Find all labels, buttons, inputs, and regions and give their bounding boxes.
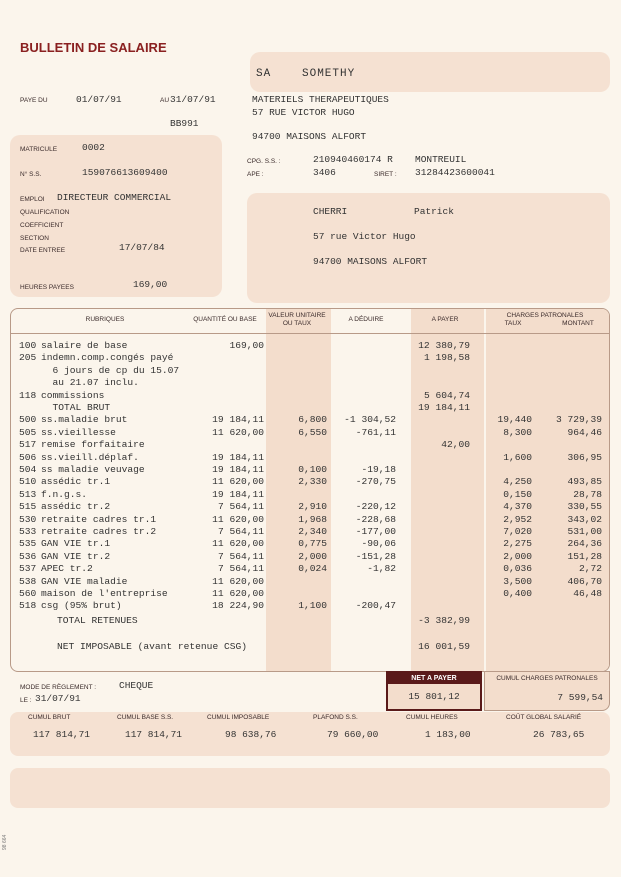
cell-ded: -220,12 <box>355 501 396 513</box>
cout-global-label: COÛT GLOBAL SALARIÉ <box>506 714 582 721</box>
cumul-base-label: CUMUL BASE S.S. <box>117 714 174 721</box>
cell-code: 118 <box>19 389 37 401</box>
cpg-city: MONTREUIL <box>415 154 467 165</box>
table-row <box>0 551 621 563</box>
cell-code: 517 <box>19 439 37 451</box>
header-deduire: A DÉDUIRE <box>348 316 384 323</box>
section-label: SECTION <box>20 235 49 242</box>
cell-mont: 28,78 <box>573 488 602 500</box>
cell-label: TOTAL BRUT <box>41 402 111 413</box>
table-row <box>0 600 621 612</box>
cell-label: GAN VIE tr.1 <box>41 538 111 550</box>
total-retenues-value: -3 382,99 <box>418 615 470 626</box>
cell-pay: 42,00 <box>441 439 470 451</box>
net-imposable-value: 16 001,59 <box>418 641 470 652</box>
cell-ded: -1 304,52 <box>344 414 396 426</box>
cell-label: maison de l'entreprise <box>41 588 168 599</box>
cell-qty: 11 620,00 <box>212 575 264 587</box>
cell-qty: 7 564,11 <box>217 501 264 513</box>
nss-value: 159076613609400 <box>82 167 168 178</box>
cumul-charges-value: 7 599,54 <box>557 692 603 703</box>
paye-du-label: PAYE DU <box>20 97 48 104</box>
le-label: LE : <box>20 697 32 704</box>
employer-sa: SA <box>256 68 272 80</box>
cell-label: ss.vieillesse <box>41 426 116 438</box>
cell-val: 6,550 <box>298 426 327 438</box>
table-row <box>0 390 621 402</box>
table-row <box>0 489 621 501</box>
table-row <box>0 427 621 439</box>
header-taux: TAUX <box>504 320 522 327</box>
cell-code: 560 <box>19 588 37 599</box>
header-rubriques: RUBRIQUES <box>85 316 125 323</box>
cell-label: commissions <box>41 389 105 401</box>
cell-label: APEC tr.2 <box>41 563 93 575</box>
cell-mont: 46,48 <box>573 588 602 599</box>
cell-code: 538 <box>19 575 37 587</box>
table-row <box>0 514 621 526</box>
emploi-label: EMPLOI <box>20 196 45 203</box>
cell-val: 1,100 <box>298 600 327 612</box>
cell-label: au 21.07 inclu. <box>41 377 139 389</box>
table-row <box>0 340 621 352</box>
cell-taux: 4,370 <box>503 501 532 513</box>
cell-qty: 169,00 <box>229 340 264 351</box>
employer-line3: 94700 MAISONS ALFORT <box>252 131 367 142</box>
table-row <box>0 538 621 550</box>
cell-taux: 3,500 <box>503 575 532 587</box>
cell-taux: 7,020 <box>503 526 532 537</box>
cell-qty: 11 620,00 <box>212 588 264 599</box>
cell-ded: -90,06 <box>361 538 396 550</box>
table-row <box>0 476 621 488</box>
emploi-value: DIRECTEUR COMMERCIAL <box>57 192 172 203</box>
cell-label: ss maladie veuvage <box>41 464 145 475</box>
cell-mont: 964,46 <box>567 426 602 438</box>
cell-qty: 11 620,00 <box>212 476 264 488</box>
cell-val: 0,024 <box>298 563 327 575</box>
side-code: 98 664 <box>2 834 8 850</box>
employer-line1: MATERIELS THERAPEUTIQUES <box>252 94 389 105</box>
paye-du-value: 01/07/91 <box>76 94 122 105</box>
cpg-value: 210940460174 R <box>313 154 393 165</box>
cell-label: ss.maladie brut <box>41 414 128 426</box>
cell-code: 510 <box>19 476 37 488</box>
cell-ded: -761,11 <box>355 426 396 438</box>
table-row <box>0 414 621 426</box>
cell-taux: 8,300 <box>503 426 532 438</box>
table-row <box>0 377 621 389</box>
matricule-label: MATRICULE <box>20 146 58 153</box>
cell-qty: 18 224,90 <box>212 600 264 612</box>
cell-ded: -228,68 <box>355 513 396 525</box>
cell-taux: 0,400 <box>503 588 532 599</box>
cell-val: 2,330 <box>298 476 327 488</box>
header-charges: CHARGES PATRONALES <box>506 312 584 319</box>
cell-label: retraite cadres tr.1 <box>41 513 157 525</box>
cell-mont: 264,36 <box>567 538 602 550</box>
cell-code: 535 <box>19 538 37 550</box>
net-payer-box <box>386 671 482 711</box>
cell-pay: 12 380,79 <box>418 340 470 351</box>
cumul-heures-label: CUMUL HEURES <box>406 714 458 721</box>
cumul-brut-value: 117 814,71 <box>33 729 91 740</box>
cell-code: 505 <box>19 426 37 438</box>
employee-box <box>10 135 222 297</box>
cell-code: 100 <box>19 340 37 351</box>
cell-mont: 306,95 <box>567 451 602 463</box>
cell-ded: -270,75 <box>355 476 396 488</box>
net-payer-label: NET A PAYER <box>388 673 480 684</box>
employer-name: SOMETHY <box>302 68 356 80</box>
au-label: AU <box>160 97 170 104</box>
cell-qty: 7 564,11 <box>217 563 264 575</box>
cell-code: 518 <box>19 600 37 612</box>
cell-mont: 330,55 <box>567 501 602 513</box>
cell-qty: 11 620,00 <box>212 426 264 438</box>
cell-label: csg (95% brut) <box>41 600 122 612</box>
cell-taux: 2,275 <box>503 538 532 550</box>
cumul-charges-label: CUMUL CHARGES PATRONALES <box>496 675 598 682</box>
cell-label: retraite cadres tr.2 <box>41 526 157 537</box>
page-title: BULLETIN DE SALAIRE <box>20 40 167 55</box>
cell-qty: 7 564,11 <box>217 550 264 562</box>
siret-label: SIRET : <box>374 171 397 178</box>
cell-val: 2,340 <box>298 526 327 537</box>
cell-val: 1,968 <box>298 513 327 525</box>
coefficient-label: COEFFICIENT <box>20 222 64 229</box>
cell-val: 6,800 <box>298 414 327 426</box>
table-row <box>0 526 621 538</box>
mode-label: MODE DE RÈGLEMENT : <box>20 684 97 691</box>
cell-taux: 1,600 <box>503 451 532 463</box>
au-value: 31/07/91 <box>170 94 216 105</box>
table-row <box>0 563 621 575</box>
table-row <box>0 439 621 451</box>
table-row <box>0 452 621 464</box>
cell-ded: -1,82 <box>367 563 396 575</box>
cell-code: 506 <box>19 451 37 463</box>
cumul-heures-value: 1 183,00 <box>425 729 471 740</box>
cell-pay: 19 184,11 <box>418 402 470 413</box>
recipient-nom: CHERRI <box>313 206 348 217</box>
cell-taux: 19,440 <box>497 414 532 426</box>
table-row <box>0 464 621 476</box>
cell-label: f.n.g.s. <box>41 488 88 500</box>
ape-value: 3406 <box>313 167 336 178</box>
cell-val: 2,000 <box>298 550 327 562</box>
cell-label: salaire de base <box>41 340 128 351</box>
cell-code: 513 <box>19 488 37 500</box>
cumul-imposable-value: 98 638,76 <box>225 729 277 740</box>
cell-mont: 493,85 <box>567 476 602 488</box>
cell-code: 515 <box>19 501 37 513</box>
cell-ded: -19,18 <box>361 464 396 475</box>
cell-taux: 4,250 <box>503 476 532 488</box>
cpg-label: CPG. S.S. : <box>247 158 281 165</box>
cell-taux: 0,150 <box>503 488 532 500</box>
recipient-adresse: 57 rue Victor Hugo <box>313 231 416 242</box>
recipient-prenom: Patrick <box>414 206 454 217</box>
cout-global-value: 26 783,65 <box>533 729 585 740</box>
cell-taux: 0,036 <box>503 563 532 575</box>
cell-ded: -200,47 <box>355 600 396 612</box>
cell-qty: 19 184,11 <box>212 414 264 426</box>
cell-val: 0,775 <box>298 538 327 550</box>
cumul-brut-label: CUMUL BRUT <box>28 714 71 721</box>
cell-taux: 2,952 <box>503 513 532 525</box>
cell-pay: 1 198,58 <box>423 352 470 364</box>
cell-val: 2,910 <box>298 501 327 513</box>
cell-mont: 531,00 <box>567 526 602 537</box>
cell-label: indemn.comp.congés payé <box>41 352 174 364</box>
table-row <box>0 501 621 513</box>
table-row <box>0 365 621 377</box>
cell-ded: -151,28 <box>355 550 396 562</box>
table-row <box>0 402 621 414</box>
cell-mont: 151,28 <box>567 550 602 562</box>
header-montant: MONTANT <box>562 320 594 327</box>
cell-label: remise forfaitaire <box>41 439 145 451</box>
cell-label: GAN VIE tr.2 <box>41 550 111 562</box>
cell-label: ss.vieill.déplaf. <box>41 451 139 463</box>
cell-label: 6 jours de cp du 15.07 <box>41 364 180 376</box>
qualification-label: QUALIFICATION <box>20 209 70 216</box>
cell-val: 0,100 <box>298 464 327 475</box>
cell-code: 530 <box>19 513 37 525</box>
date-entree-label: DATE ENTREE <box>20 247 66 254</box>
table-row <box>0 588 621 600</box>
empty-band-1 <box>10 768 610 808</box>
cell-code: 537 <box>19 563 37 575</box>
net-payer-value: 15 801,12 <box>408 691 460 702</box>
cell-code: 533 <box>19 526 37 537</box>
matricule-value: 0002 <box>82 142 105 153</box>
plafond-label: PLAFOND S.S. <box>313 714 358 721</box>
cumul-base-value: 117 814,71 <box>125 729 183 740</box>
total-retenues-label: TOTAL RETENUES <box>57 615 138 626</box>
date-entree-value: 17/07/84 <box>119 242 165 253</box>
cell-mont: 406,70 <box>567 575 602 587</box>
plafond-value: 79 660,00 <box>327 729 379 740</box>
cell-qty: 7 564,11 <box>217 526 264 537</box>
cell-code: 504 <box>19 464 37 475</box>
employer-line2: 57 RUE VICTOR HUGO <box>252 107 355 118</box>
payslip-code: BB991 <box>170 118 199 129</box>
cell-ded: -177,00 <box>355 526 396 537</box>
header-quantite: QUANTITÉ OU BASE <box>193 316 257 323</box>
siret-value: 31284423600041 <box>415 167 495 178</box>
cell-label: assédic tr.2 <box>41 501 111 513</box>
le-value: 31/07/91 <box>35 693 81 704</box>
heures-value: 169,00 <box>133 279 168 290</box>
ape-label: APE : <box>247 171 264 178</box>
cell-pay: 5 604,74 <box>423 389 470 401</box>
mode-value: CHEQUE <box>119 680 154 691</box>
header-payer: A PAYER <box>431 316 459 323</box>
cell-label: GAN VIE maladie <box>41 575 128 587</box>
cell-mont: 343,02 <box>567 513 602 525</box>
cell-code: 500 <box>19 414 37 426</box>
cell-qty: 19 184,11 <box>212 451 264 463</box>
cell-qty: 11 620,00 <box>212 538 264 550</box>
table-row <box>0 576 621 588</box>
cumul-imposable-label: CUMUL IMPOSABLE <box>207 714 270 721</box>
cell-qty: 11 620,00 <box>212 513 264 525</box>
cell-label: assédic tr.1 <box>41 476 111 488</box>
table-row <box>0 352 621 364</box>
nss-label: N° S.S. <box>20 171 42 178</box>
cell-qty: 19 184,11 <box>212 464 264 475</box>
cell-taux: 2,000 <box>503 550 532 562</box>
heures-label: HEURES PAYEES <box>20 284 74 291</box>
cell-mont: 2,72 <box>578 563 602 575</box>
cell-qty: 19 184,11 <box>212 488 264 500</box>
cell-mont: 3 729,39 <box>555 414 602 426</box>
net-imposable-label: NET IMPOSABLE (avant retenue CSG) <box>57 641 247 652</box>
header-valeur: VALEUR UNITAIRE OU TAUX <box>268 312 326 327</box>
cell-code: 205 <box>19 352 37 364</box>
recipient-ville: 94700 MAISONS ALFORT <box>313 256 428 267</box>
cumul-charges-box <box>484 671 610 711</box>
cell-code: 536 <box>19 550 37 562</box>
